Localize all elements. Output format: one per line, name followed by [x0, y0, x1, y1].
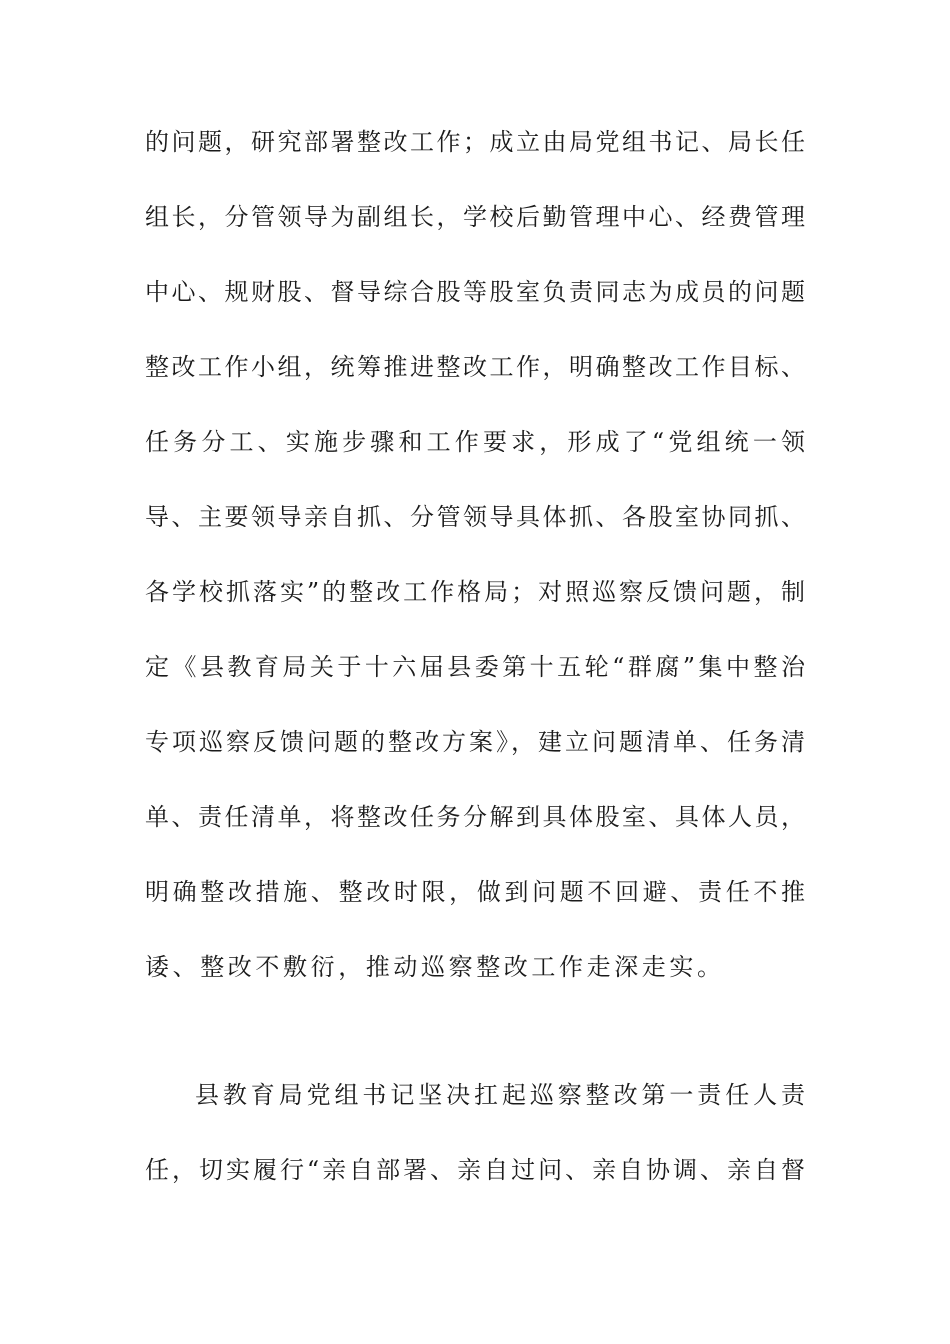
paragraph-line: 导、主要领导亲自抓、分管领导具体抓、各股室协同抓、 [145, 503, 805, 531]
paragraph-line: 县教育局党组书记坚决扛起巡察整改第一责任人责 [195, 1081, 805, 1109]
paragraph-line: 组长，分管领导为副组长，学校后勤管理中心、经费管理 [145, 203, 805, 231]
paragraph-line: 各学校抓落实”的整改工作格局；对照巡察反馈问题，制 [145, 578, 805, 606]
paragraph-line: 任，切实履行“亲自部署、亲自过问、亲自协调、亲自督 [145, 1156, 805, 1184]
paragraph-line: 整改工作小组，统筹推进整改工作，明确整改工作目标、 [145, 353, 805, 381]
paragraph-line: 专项巡察反馈问题的整改方案》，建立问题清单、任务清 [145, 728, 805, 756]
paragraph-line: 中心、规财股、督导综合股等股室负责同志为成员的问题 [145, 278, 805, 306]
paragraph-line: 定《县教育局关于十六届县委第十五轮“群腐”集中整治 [145, 653, 805, 681]
paragraph-line: 任务分工、实施步骤和工作要求，形成了“党组统一领 [145, 428, 805, 456]
paragraph-line: 单、责任清单，将整改任务分解到具体股室、具体人员， [145, 803, 805, 831]
paragraph-line: 明确整改措施、整改时限，做到问题不回避、责任不推 [145, 878, 805, 906]
paragraph-line: 的问题，研究部署整改工作；成立由局党组书记、局长任 [145, 128, 805, 156]
paragraph-line: 诿、整改不敷衍，推动巡察整改工作走深走实。 [145, 953, 725, 981]
